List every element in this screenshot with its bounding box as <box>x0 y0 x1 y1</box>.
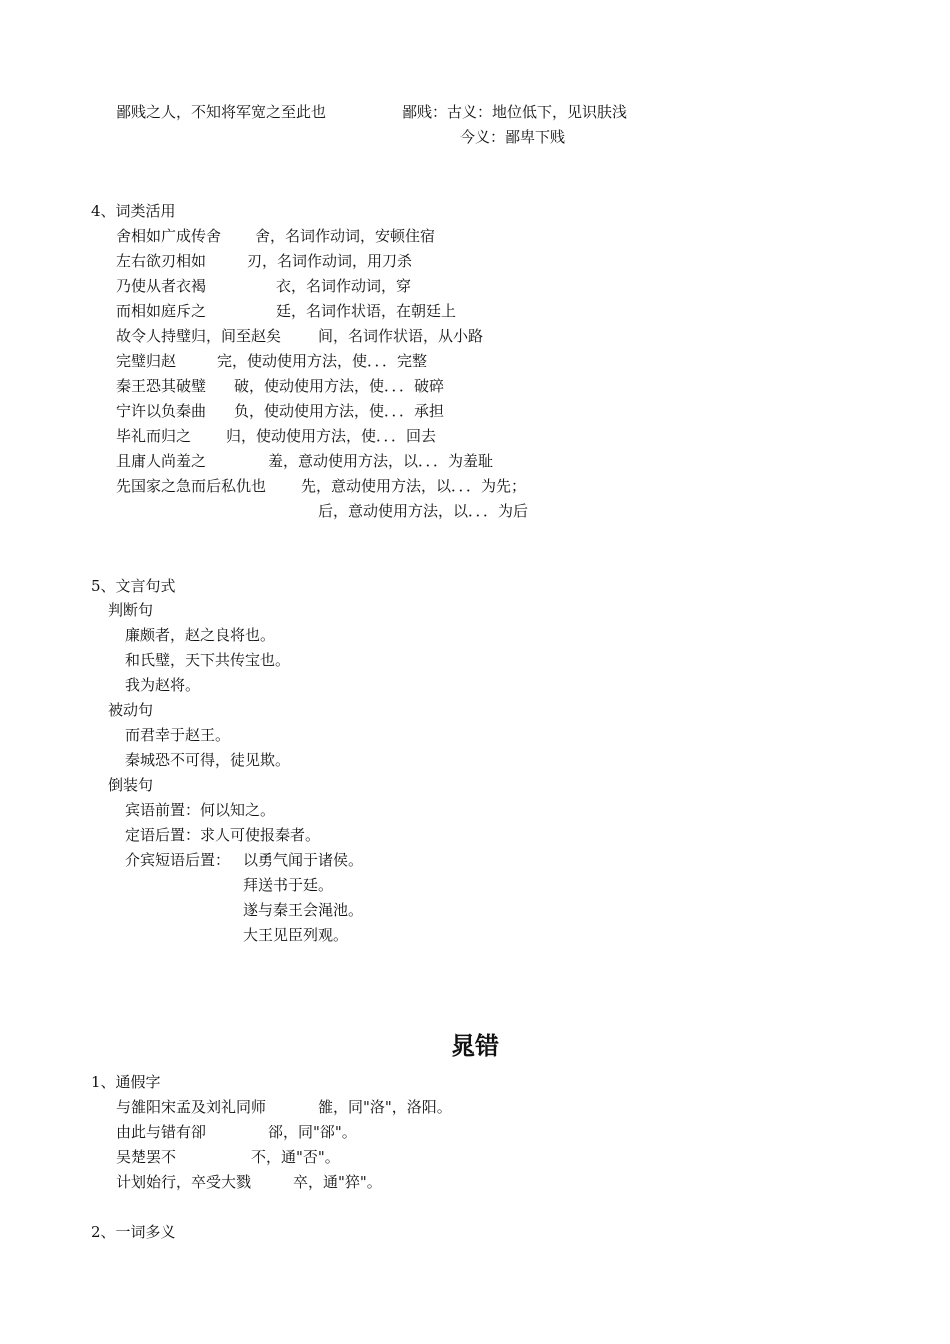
example-line: 廉颇者，赵之良将也。 <box>125 626 276 644</box>
example-line: 宾语前置：何以知之。 <box>125 801 276 819</box>
cilei-note: 衣，名词作动词，穿 <box>276 277 412 295</box>
example-line: 定语后置：求人可使报秦者。 <box>125 826 321 844</box>
cilei-sentence: 乃使从者衣褐 <box>116 277 207 295</box>
tongjia-note: 雒，同"洛"，洛阳。 <box>318 1098 452 1116</box>
cilei-note: 廷，名词作状语，在朝廷上 <box>276 302 457 320</box>
cilei-note-continued: 后，意动使用方法，以．．．为后 <box>318 502 529 520</box>
section-heading-duoyi: 2、一词多义 <box>91 1223 176 1241</box>
cilei-note: 破，使动使用方法，使．．．破碎 <box>234 377 445 395</box>
cilei-note: 间，名词作状语，从小路 <box>318 327 484 345</box>
tongjia-sentence: 与雒阳宋孟及刘礼同师 <box>116 1098 267 1116</box>
example-line: 和氏璧，天下共传宝也。 <box>125 651 291 669</box>
example-label: 介宾短语后置： <box>125 851 231 869</box>
cilei-sentence: 舍相如广成传舍 <box>116 227 222 245</box>
cilei-note: 负，使动使用方法，使．．．承担 <box>234 402 445 420</box>
cilei-note: 舍，名词作动词，安顿住宿 <box>255 227 436 245</box>
section-heading-cilei: 4、词类活用 <box>91 202 176 220</box>
chapter-title: 晁错 <box>451 1032 499 1060</box>
cilei-note: 完，使动使用方法，使．．．完整 <box>217 352 428 370</box>
cilei-sentence: 完璧归赵 <box>116 352 177 370</box>
tongjia-note: 卒，通"猝"。 <box>293 1173 382 1191</box>
example-line: 以勇气闻于诸侯。 <box>243 851 364 869</box>
cilei-note: 先，意动使用方法，以．．．为先； <box>301 477 527 495</box>
cilei-sentence: 先国家之急而后私仇也 <box>116 477 267 495</box>
example-line: 遂与秦王会渑池。 <box>243 901 364 919</box>
cilei-sentence: 宁许以负秦曲 <box>116 402 207 420</box>
example-line: 秦城恐不可得，徒见欺。 <box>125 751 291 769</box>
gujin-note-modern: 今义：鄙卑下贱 <box>460 128 566 146</box>
cilei-sentence: 秦王恐其破璧 <box>116 377 207 395</box>
tongjia-note: 郤，同"郤"。 <box>268 1123 357 1141</box>
example-line: 拜送书于廷。 <box>243 876 334 894</box>
cilei-note: 刃，名词作动词，用刀杀 <box>247 252 413 270</box>
cilei-sentence: 且庸人尚羞之 <box>116 452 207 470</box>
cilei-sentence: 故令人持璧归，间至赵矣 <box>116 327 282 345</box>
gujin-sentence: 鄙贱之人，不知将军宽之至此也 <box>116 103 327 121</box>
cilei-sentence: 左右欲刃相如 <box>116 252 207 270</box>
cilei-sentence: 而相如庭斥之 <box>116 302 207 320</box>
tongjia-sentence: 由此与错有卻 <box>116 1123 207 1141</box>
section-heading-tongjia: 1、通假字 <box>91 1073 161 1091</box>
cilei-sentence: 毕礼而归之 <box>116 427 192 445</box>
subheading-passive: 被动句 <box>108 701 154 719</box>
gujin-note-ancient: 鄙贱：古义：地位低下，见识肤浅 <box>402 103 628 121</box>
example-line: 大王见臣列观。 <box>243 926 349 944</box>
example-line: 而君幸于赵王。 <box>125 726 231 744</box>
tongjia-sentence: 计划始行，卒受大戮 <box>116 1173 252 1191</box>
tongjia-note: 不，通"否"。 <box>251 1148 340 1166</box>
cilei-note: 羞，意动使用方法，以．．．为羞耻 <box>268 452 494 470</box>
tongjia-sentence: 吴楚罢不 <box>116 1148 177 1166</box>
subheading-judgement: 判断句 <box>108 601 154 619</box>
section-heading-jushi: 5、文言句式 <box>91 577 176 595</box>
example-line: 我为赵将。 <box>125 676 201 694</box>
subheading-inverted: 倒装句 <box>108 776 154 794</box>
cilei-note: 归，使动使用方法，使．．．回去 <box>226 427 437 445</box>
